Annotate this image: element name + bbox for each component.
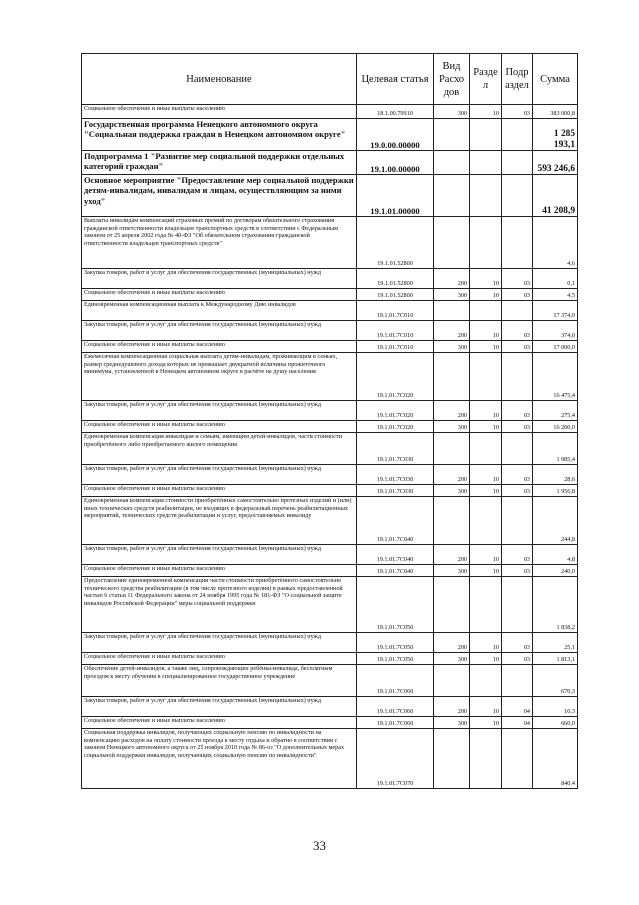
table-row xyxy=(82,269,578,289)
cell-expense-type: 200 xyxy=(434,321,470,341)
cell-section: 10 xyxy=(470,565,502,577)
table-row xyxy=(82,577,578,633)
cell-subsection xyxy=(502,665,533,697)
cell-target-code: 19.1.01.7С010 xyxy=(357,301,434,321)
cell-sum: 244,8 xyxy=(533,497,578,545)
cell-target-code: 19.1.01.52800 xyxy=(357,269,434,289)
cell-target-code: 19.1.01.52800 xyxy=(357,217,434,269)
cell-section: 10 xyxy=(470,697,502,717)
cell-expense-type xyxy=(434,353,470,401)
table-row xyxy=(82,321,578,341)
cell-target-code: 19.1.01.7С050 xyxy=(357,577,434,633)
cell-subsection: 03 xyxy=(502,401,533,421)
cell-sum: 16 475,4 xyxy=(533,353,578,401)
cell-name: Социальное обеспечение и иные выплаты населению xyxy=(82,565,357,577)
cell-target-code: 19.1.01.7С040 xyxy=(357,497,434,545)
cell-sum: 1 956,8 xyxy=(533,485,578,497)
cell-target-code: 19.1.01.7С050 xyxy=(357,653,434,665)
table-row xyxy=(82,729,578,789)
cell-expense-type xyxy=(434,175,470,217)
table-row xyxy=(82,717,578,729)
cell-sum: 4,8 xyxy=(533,545,578,565)
cell-target-code: 19.1.01.7С060 xyxy=(357,665,434,697)
cell-subsection xyxy=(502,433,533,465)
cell-section: 10 xyxy=(470,289,502,301)
cell-name: Предоставление единовременной компенсации части стоимости приобретённого самостоятельно технического средства реабилитации (в том числе протезного изделия) в рамках предоставленной частью 6 статьи 11 Федерального закона от 24 ноября 1995 года № 181-ФЗ "О социальной защите инвалидов Российской Федерации" меры социальной поддержки xyxy=(82,577,357,633)
cell-section xyxy=(470,497,502,545)
cell-name: Закупка товаров, работ и услуг для обеспечения государственных (муниципальных) нужд xyxy=(82,269,357,289)
table-row xyxy=(82,105,578,119)
cell-subsection xyxy=(502,301,533,321)
table-row xyxy=(82,151,578,175)
cell-target-code: 19.1.01.7С010 xyxy=(357,321,434,341)
header-subsection: Подр аздел xyxy=(502,54,533,105)
cell-section: 10 xyxy=(470,717,502,729)
cell-section: 10 xyxy=(470,465,502,485)
cell-name: Социальное обеспечение и иные выплаты населению xyxy=(82,717,357,729)
cell-sum: 0,1 xyxy=(533,269,578,289)
table-row xyxy=(82,421,578,433)
cell-target-code: 19.1.01.7С020 xyxy=(357,421,434,433)
cell-subsection: 03 xyxy=(502,465,533,485)
cell-section xyxy=(470,151,502,175)
cell-expense-type xyxy=(434,665,470,697)
table-row xyxy=(82,353,578,401)
table-row xyxy=(82,217,578,269)
cell-sum: 1 838,2 xyxy=(533,577,578,633)
cell-target-code: 19.1.01.7С070 xyxy=(357,729,434,789)
cell-sum: 25,1 xyxy=(533,633,578,653)
cell-expense-type: 300 xyxy=(434,717,470,729)
cell-subsection: 03 xyxy=(502,565,533,577)
table-row xyxy=(82,633,578,653)
cell-sum: 383 000,8 xyxy=(533,105,578,119)
header-target: Целевая статья xyxy=(357,54,434,105)
table-row xyxy=(82,485,578,497)
cell-expense-type: 300 xyxy=(434,565,470,577)
cell-subsection: 03 xyxy=(502,341,533,353)
table-row xyxy=(82,119,578,151)
cell-expense-type xyxy=(434,301,470,321)
cell-section: 10 xyxy=(470,105,502,119)
cell-section: 10 xyxy=(470,401,502,421)
cell-name: Социальное обеспечение и иные выплаты населению xyxy=(82,105,357,119)
cell-subsection xyxy=(502,497,533,545)
cell-section xyxy=(470,665,502,697)
cell-sum: 41 208,9 xyxy=(533,175,578,217)
cell-target-code: 19.1.01.7С030 xyxy=(357,485,434,497)
cell-target-code: 19.0.00.00000 xyxy=(357,119,434,151)
cell-name: Государственная программа Ненецкого автономного округа "Социальная поддержка граждан в Ненецком автономном округе" xyxy=(82,119,357,151)
cell-name: Единовременная компенсация стоимости приобретённых самостоятельно протезных изделий и (или) иных технических средств реабилитации, не входящих в федеральный перечень реабилитационных мероприятий, технических средств реабилитации и услуг, предоставляемых инвалиду xyxy=(82,497,357,545)
cell-sum: 1 813,1 xyxy=(533,653,578,665)
cell-expense-type: 300 xyxy=(434,105,470,119)
cell-name: Закупка товаров, работ и услуг для обеспечения государственных (муниципальных) нужд xyxy=(82,465,357,485)
cell-subsection: 03 xyxy=(502,105,533,119)
cell-sum: 275,4 xyxy=(533,401,578,421)
cell-section xyxy=(470,433,502,465)
cell-name: Социальное обеспечение и иные выплаты населению xyxy=(82,485,357,497)
cell-target-code: 19.1.01.7С050 xyxy=(357,633,434,653)
cell-sum: 17 000,0 xyxy=(533,341,578,353)
cell-subsection: 04 xyxy=(502,717,533,729)
cell-name: Ежемесячная компенсационная социальная выплата детям-инвалидам, проживающим в семьях, размер среднедушевого дохода которых не превышает двукратной величины прожиточного минимума, установленной в Ненецком автономном округе в расчёте на душу населения xyxy=(82,353,357,401)
cell-section xyxy=(470,301,502,321)
cell-expense-type xyxy=(434,577,470,633)
table-row xyxy=(82,697,578,717)
header-name: Наименование xyxy=(82,54,357,105)
cell-target-code: 19.1.01.7С040 xyxy=(357,545,434,565)
table-body xyxy=(82,105,578,789)
cell-section: 10 xyxy=(470,341,502,353)
table-row xyxy=(82,665,578,697)
header-type: Вид Расхо дов xyxy=(434,54,470,105)
table-row xyxy=(82,545,578,565)
cell-section: 10 xyxy=(470,421,502,433)
table-row xyxy=(82,401,578,421)
table-row xyxy=(82,465,578,485)
cell-name: Закупка товаров, работ и услуг для обеспечения государственных (муниципальных) нужд xyxy=(82,321,357,341)
cell-sum: 670,3 xyxy=(533,665,578,697)
cell-expense-type: 200 xyxy=(434,401,470,421)
cell-target-code: 18.1.00.79910 xyxy=(357,105,434,119)
cell-name: Социальное обеспечение и иные выплаты населению xyxy=(82,289,357,301)
header-section: Разде л xyxy=(470,54,502,105)
cell-subsection xyxy=(502,353,533,401)
cell-name: Подпрограмма 1 "Развитие мер социальной поддержки отдельных категорий граждан" xyxy=(82,151,357,175)
cell-target-code: 19.1.01.7С020 xyxy=(357,353,434,401)
cell-sum: 17 374,0 xyxy=(533,301,578,321)
cell-name: Закупка товаров, работ и услуг для обеспечения государственных (муниципальных) нужд xyxy=(82,401,357,421)
cell-section xyxy=(470,217,502,269)
cell-sum: 16 200,0 xyxy=(533,421,578,433)
cell-target-code: 19.1.01.7С060 xyxy=(357,717,434,729)
table-row xyxy=(82,433,578,465)
page-number: 33 xyxy=(313,838,326,853)
cell-section: 10 xyxy=(470,321,502,341)
cell-target-code: 19.1.01.52800 xyxy=(357,289,434,301)
table-row xyxy=(82,289,578,301)
cell-sum: 374,0 xyxy=(533,321,578,341)
table-header-row xyxy=(82,54,578,105)
cell-section xyxy=(470,353,502,401)
cell-name: Закупка товаров, работ и услуг для обеспечения государственных (муниципальных) нужд xyxy=(82,545,357,565)
cell-target-code: 19.1.01.7С030 xyxy=(357,433,434,465)
cell-subsection: 03 xyxy=(502,269,533,289)
cell-expense-type: 200 xyxy=(434,269,470,289)
cell-expense-type: 200 xyxy=(434,633,470,653)
cell-section: 10 xyxy=(470,633,502,653)
cell-name: Закупка товаров, работ и услуг для обеспечения государственных (муниципальных) нужд xyxy=(82,697,357,717)
cell-expense-type: 300 xyxy=(434,421,470,433)
header-sum: Сумма xyxy=(533,54,578,105)
cell-expense-type: 300 xyxy=(434,289,470,301)
cell-sum: 840,4 xyxy=(533,729,578,789)
cell-subsection: 03 xyxy=(502,545,533,565)
cell-expense-type: 300 xyxy=(434,485,470,497)
cell-expense-type: 200 xyxy=(434,545,470,565)
cell-name: Выплаты инвалидам компенсаций страховых премий по договорам обязательного страхования гражданской ответственности владельцев транспортных средств в соответствии с Федеральным законом от 25 апреля 2002 года № 40-ФЗ "Об обязательном страховании гражданской ответственности владельцев транспортных средств" xyxy=(82,217,357,269)
cell-name: Основное мероприятие "Предоставление мер социальной поддержки детям-инвалидам, инвалидам и лицам, осуществляющим за ними уход" xyxy=(82,175,357,217)
cell-name: Социальное обеспечение и иные выплаты населению xyxy=(82,341,357,353)
cell-expense-type: 300 xyxy=(434,653,470,665)
cell-target-code: 19.1.00.00000 xyxy=(357,151,434,175)
cell-sum: 240,0 xyxy=(533,565,578,577)
cell-subsection: 03 xyxy=(502,633,533,653)
cell-section: 10 xyxy=(470,269,502,289)
cell-subsection: 04 xyxy=(502,697,533,717)
cell-name: Социальная поддержка инвалидов, получающих социальную пенсию по инвалидности на компенсацию расходов на оплату стоимости проезда к месту отдыха и обратно в соответствии с законом Ненецкого автономного округа от 25 ноября 2010 года № 86-оз "О дополнительных мерах социальной поддержки инвалидов, получающих социальную пенсию по инвалидности" xyxy=(82,729,357,789)
cell-subsection: 03 xyxy=(502,421,533,433)
cell-target-code: 19.1.01.7С010 xyxy=(357,341,434,353)
table-row xyxy=(82,653,578,665)
cell-target-code: 19.1.01.7С030 xyxy=(357,465,434,485)
cell-name: Закупка товаров, работ и услуг для обеспечения государственных (муниципальных) нужд xyxy=(82,633,357,653)
cell-expense-type xyxy=(434,497,470,545)
table-row xyxy=(82,301,578,321)
table-row xyxy=(82,341,578,353)
table-row xyxy=(82,565,578,577)
cell-sum: 10,3 xyxy=(533,697,578,717)
cell-expense-type: 300 xyxy=(434,341,470,353)
cell-sum: 1 285 193,1 xyxy=(533,119,578,151)
cell-section xyxy=(470,577,502,633)
cell-section xyxy=(470,729,502,789)
cell-subsection: 03 xyxy=(502,321,533,341)
cell-expense-type xyxy=(434,433,470,465)
budget-table xyxy=(81,53,578,789)
cell-subsection xyxy=(502,577,533,633)
cell-sum: 4,5 xyxy=(533,289,578,301)
cell-subsection xyxy=(502,175,533,217)
cell-expense-type: 200 xyxy=(434,697,470,717)
cell-subsection: 03 xyxy=(502,485,533,497)
cell-target-code: 19.1.01.7С060 xyxy=(357,697,434,717)
cell-section: 10 xyxy=(470,653,502,665)
cell-subsection: 03 xyxy=(502,653,533,665)
cell-name: Социальное обеспечение и иные выплаты населению xyxy=(82,653,357,665)
cell-name: Единовременная компенсация инвалидам и семьям, имеющим детей-инвалидов, части стоимости приобретённого либо приобретаемого жилого помещения xyxy=(82,433,357,465)
cell-section xyxy=(470,119,502,151)
table-row xyxy=(82,175,578,217)
cell-subsection xyxy=(502,151,533,175)
table-row xyxy=(82,497,578,545)
cell-subsection xyxy=(502,217,533,269)
cell-target-code: 19.1.01.00000 xyxy=(357,175,434,217)
cell-expense-type xyxy=(434,151,470,175)
cell-name: Социальное обеспечение и иные выплаты населению xyxy=(82,421,357,433)
cell-name: Единовременная компенсационная выплата к Международному Дню инвалидов xyxy=(82,301,357,321)
cell-expense-type: 200 xyxy=(434,465,470,485)
cell-target-code: 19.1.01.7С020 xyxy=(357,401,434,421)
cell-section: 10 xyxy=(470,545,502,565)
cell-expense-type xyxy=(434,729,470,789)
cell-section: 10 xyxy=(470,485,502,497)
cell-sum: 660,0 xyxy=(533,717,578,729)
cell-name: Обеспечение детей-инвалидов, а также лиц, сопровождающих ребёнка-инвалида, бесплатным проездом к месту обучения в специализированное государственное учреждение xyxy=(82,665,357,697)
cell-sum: 4,6 xyxy=(533,217,578,269)
cell-target-code: 19.1.01.7С040 xyxy=(357,565,434,577)
cell-subsection xyxy=(502,729,533,789)
cell-sum: 1 985,4 xyxy=(533,433,578,465)
cell-sum: 593 246,6 xyxy=(533,151,578,175)
cell-section xyxy=(470,175,502,217)
cell-expense-type xyxy=(434,119,470,151)
cell-expense-type xyxy=(434,217,470,269)
cell-subsection: 03 xyxy=(502,289,533,301)
cell-sum: 28,6 xyxy=(533,465,578,485)
cell-subsection xyxy=(502,119,533,151)
